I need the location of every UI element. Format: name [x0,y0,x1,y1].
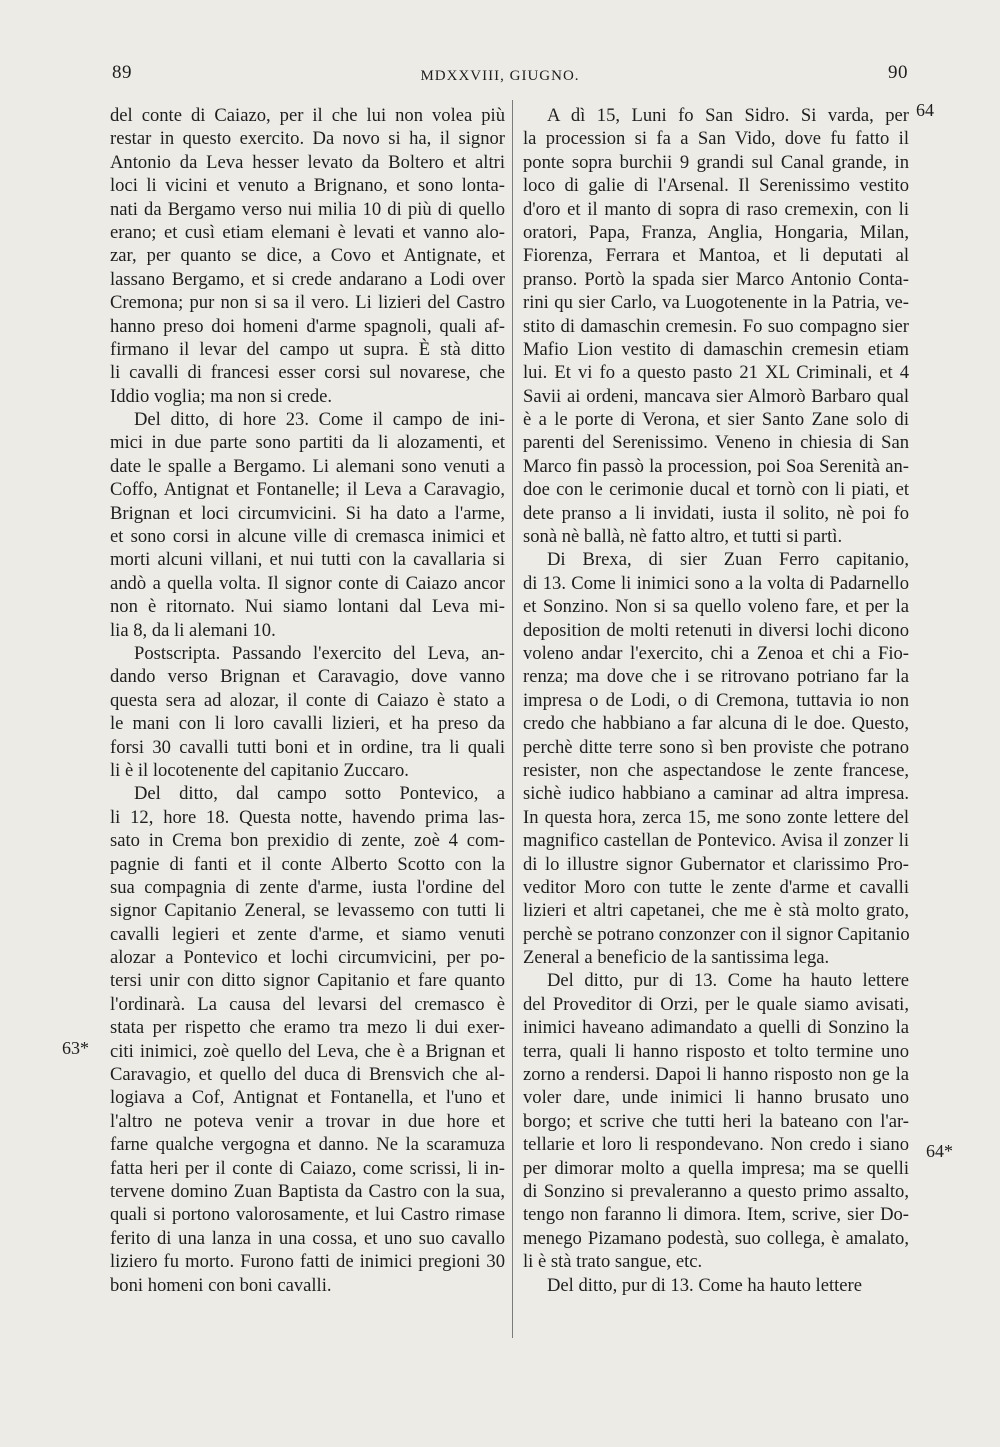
text-line: tervene domino Zuan Baptista da Castro con la sua, [110,1180,505,1202]
text-line: sua compagnia di zente d'arme, iusta l'ordine del [110,876,505,898]
text-line: di 13. Come li inimici sono a la volta di Padarnello [523,572,909,594]
text-line: tengo non faranno li dimora. Item, scrive, sier Do- [523,1204,909,1226]
text-line: ferito di una lanza in una cossa, et uno suo cavallo [110,1227,505,1249]
text-line: sonà nè ballà, nè fatto altro, et tutti si partì. [523,526,843,548]
text-line: quali si portono valorosamente, et lui Castro rimase [110,1204,505,1226]
text-line: magnifico castellan de Pontevico. Avisa il zonzer li [523,830,909,852]
page-number-left: 89 [112,62,132,83]
text-line: cavalli legieri et zente d'arme, et siamo venuti [110,923,505,945]
text-line: morti alcuni villani, et nui tutti con la cavallaria si [110,549,505,571]
text-line: ponte sopra burchii 9 grandi sul Canal grande, in [523,151,909,173]
text-line: signor Capitanio Zeneral, se levassemo con tutti li [110,900,505,922]
text-line: nati da Bergamo verso nui milia 10 di più di quello [110,198,505,220]
text-line: lizieri et altri capetanei, che me è stà molto grato, [523,900,909,922]
text-line: boni homeni con boni cavalli. [110,1274,332,1296]
text-line: loci li vicini et venuto a Brignano, et sono lonta- [110,175,505,197]
text-line: A dì 15, Luni fo San Sidro. Si varda, per [547,105,909,126]
text-line: doe con le cerimonie ducal et tornò con li piati, et [523,479,909,501]
text-line: l'ordinarà. La causa del levarsi del cremasco è [110,993,505,1015]
text-line: et Sonzino. Non si sa quello voleno fare, et per la [523,596,909,618]
text-line: li cavalli di francesi esser corsi sul novarese, che [110,362,505,384]
text-line: Iddio voglia; ma non si crede. [110,385,333,407]
text-line: Del ditto, pur di 13. Come ha hauto lettere [547,970,909,992]
text-line: tellarie et loro li respondevano. Non credo i siano [523,1134,909,1156]
text-line: Brignan et loci circumvicini. Si ha dato a l'arme, [110,502,505,524]
margin-note-right-top: 64 [916,100,934,120]
text-line: fatta heri per il conte di Caiazo, come scrissi, li in- [110,1157,505,1179]
text-line: Coffo, Antignat et Fontanelle; il Leva a Caravagio, [110,479,505,501]
text-line: Del ditto, pur di 13. Come ha hauto lettere [547,1274,862,1296]
text-line: le mani con li loro cavalli lizieri, et ha preso da [110,713,505,735]
text-line: renza; ma dove che i se ritrovano potriano far la [523,666,909,688]
text-line: Savii ai ordeni, mancava sier Almorò Barbaro qual [523,385,909,407]
text-line: d'oro et il manto di sopra di raso cremexin, con li [523,198,909,220]
text-line: di Sonzino si prevaleranno a questo primo assalto, [523,1180,909,1202]
text-line: stata per rispetto che eramo tra mezo li dui exer- [110,1017,505,1039]
text-line: Fiorenza, Ferrara et Mantoa, et li deputati al [523,245,909,267]
left-column [110,104,505,1297]
text-line: tersi unir con ditto signor Capitanio et fare quanto [110,970,505,992]
text-line: impresa o de Lodi, o di Cremona, tuttavia io non [523,689,909,711]
text-line: Postscripta. Passando l'exercito del Leva, an- [134,642,505,664]
text-line: andò a quella volta. Il signor conte di Caiazo ancor [110,572,505,594]
text-line: oratori, Papa, Franza, Anglia, Hongaria, Milan, [523,221,909,243]
text-line: è a le porte di Verona, et sier Santo Zane solo di [523,409,909,431]
text-line: hanno preso doi homeni d'arme spagnoli, quali af- [110,315,505,337]
text-line: Del ditto, di hore 23. Come il campo de ini- [134,409,505,431]
text-line: Caravagio, et quello del duca di Brensvich che al- [110,1064,505,1086]
text-line: la procession si fa a San Vido, dove fu fatto il [523,128,909,150]
text-line: sichè iudico habbiano a caminar ad altra impresa. [523,783,909,805]
text-line: perchè ditte terre sono sì ben proviste che potrano [523,736,909,758]
text-line: forsi 30 cavalli tutti boni et in ordine, tra li quali [110,736,505,758]
text-line: pranso. Portò la spada sier Marco Antonio Conta- [523,268,909,290]
text-line: mici in due parte sono partiti da li alozamenti, et [110,432,505,454]
text-line: terra, quali li hanno risposto et tolto termine uno [523,1040,909,1062]
text-line: Mafio Lion vestito di damaschin cremesin etiam [523,338,909,360]
text-line: restar in questo exercito. Da novo si ha, il signor [110,128,505,150]
text-line: Marco fin passò la procession, poi Soa Serenità an- [523,455,909,477]
text-line: Del ditto, dal campo sotto Pontevico, a [134,783,505,805]
text-line: Di Brexa, di sier Zuan Ferro capitanio, [547,549,909,571]
text-line: di lo illustre signor Gubernator et clarissimo Pro- [523,853,909,875]
text-line: stito di damaschin cremesin. Fo suo compagno sier [523,315,909,337]
text-line: del Proveditor di Orzi, per le quale siamo avisati, [523,993,909,1015]
text-line: In questa hora, zerca 15, me sono zonte lettere del [523,806,909,828]
text-line: perchè se potrano conzonzer con il signor Capitanio [523,923,910,945]
text-line: date le spalle a Bergamo. Li alemani sono venuti a [110,455,505,477]
text-line: lia 8, da li alemani 10. [110,619,276,641]
text-line: li 12, hore 18. Questa notte, havendo prima las- [110,806,505,828]
text-line: loco di galie di l'Arsenal. Il Serenissimo vestito [523,175,909,197]
text-line: Zeneral a beneficio de la santissima lega. [523,947,830,969]
text-line: citi inimici, zoè quello del Leva, che è a Brignan et [110,1040,505,1062]
text-line: logiava a Cof, Antignat et Fontanella, et l'uno et [110,1087,505,1109]
column-divider [512,100,513,1338]
text-line: li è il locotenente del capitanio Zuccaro. [110,759,409,781]
text-line: borgo; et scrive che tutti heri la bateano con l'ar- [523,1110,909,1132]
margin-note-right: 64* [926,1141,953,1161]
text-line: zar, per quanto se dice, a Covo et Antignate, et [110,245,505,267]
text-line: voleno andar l'exercito, chi a Zenoa et chi a Fio- [523,642,909,664]
text-line: credo che habbiano a far alcuna di le doe. Questo, [523,713,909,735]
text-line: rini qu sier Carlo, va Luogotenente in la Patria, ve- [523,292,909,314]
text-line: pagnie di fanti et il conte Alberto Scotto con la [110,853,505,875]
text-line: sato in Crema bon prexidio di zente, zoè 4 com- [110,830,505,852]
text-line: questa sera ad alozar, il conte di Caiazo è stato a [110,689,505,711]
text-line: non è ritornato. Nui siamo lontani dal Leva mi- [110,596,505,618]
right-column [523,104,909,1297]
text-line: dando verso Brignan et Caravagio, dove vanno [110,666,505,688]
text-line: inimici haveano adimandato a quelli di Sonzino la [523,1017,909,1039]
text-line: liziero fu morto. Furono fatti de inimici pregioni 30 [110,1251,505,1273]
text-line: deposition de molti retenuti in diversi lochi dicono [523,619,909,641]
text-line: firmano il levar del campo ut supra. È stà ditto [110,338,505,360]
text-line: voler dare, unde inimici li hanno brusato uno [523,1087,909,1109]
text-line: parenti del Serenissimo. Veneno in chiesia di San [523,432,909,454]
text-line: et sono corsi in alcune ville di cremasca inimici et [110,526,505,548]
running-title: MDXXVIII, GIUGNO. [420,68,580,84]
text-line: farne qualche vergogna et danno. Ne la scaramuza [110,1134,505,1156]
text-line: menego Pizamano podestà, suo collega, è amalato, [523,1227,909,1249]
text-line: per dimorar molto a quella impresa; ma se quelli [523,1157,909,1179]
text-line: Cremona; pur non si sa il vero. Li lizieri del Castro [110,292,505,314]
text-line: Antonio da Leva hesser levato da Boltero et altri [110,151,505,173]
text-line: resister, non che aspectandose le zente francese, [523,759,909,781]
page-number-right: 90 [888,62,908,83]
text-line: del conte di Caiazo, per il che lui non volea più [110,105,505,126]
text-line: veditor Moro con tutte le zente d'arme et cavalli [523,876,909,898]
text-line: lui. Et vi fo a questo pasto 21 XL Criminali, et 4 [523,362,909,384]
text-line: lassano Bergamo, et si crede andarano a Lodi over [110,268,505,290]
text-line: zorno a rendersi. Dapoi li hanno risposto non ge la [523,1064,909,1086]
text-line: li è stà trato sangue, etc. [523,1251,703,1273]
margin-note-left: 63* [62,1038,89,1058]
text-line: l'altro ne poteva venir a trovar in due hore et [110,1110,505,1132]
text-line: dete pranso a li invidati, iusta il solito, nè poi fo [523,502,909,524]
text-line: erano; et cusì etiam elemani è levati et vanno alo- [110,221,505,243]
text-line: alozar a Pontevico et lochi circumvicini, per po- [110,947,505,969]
